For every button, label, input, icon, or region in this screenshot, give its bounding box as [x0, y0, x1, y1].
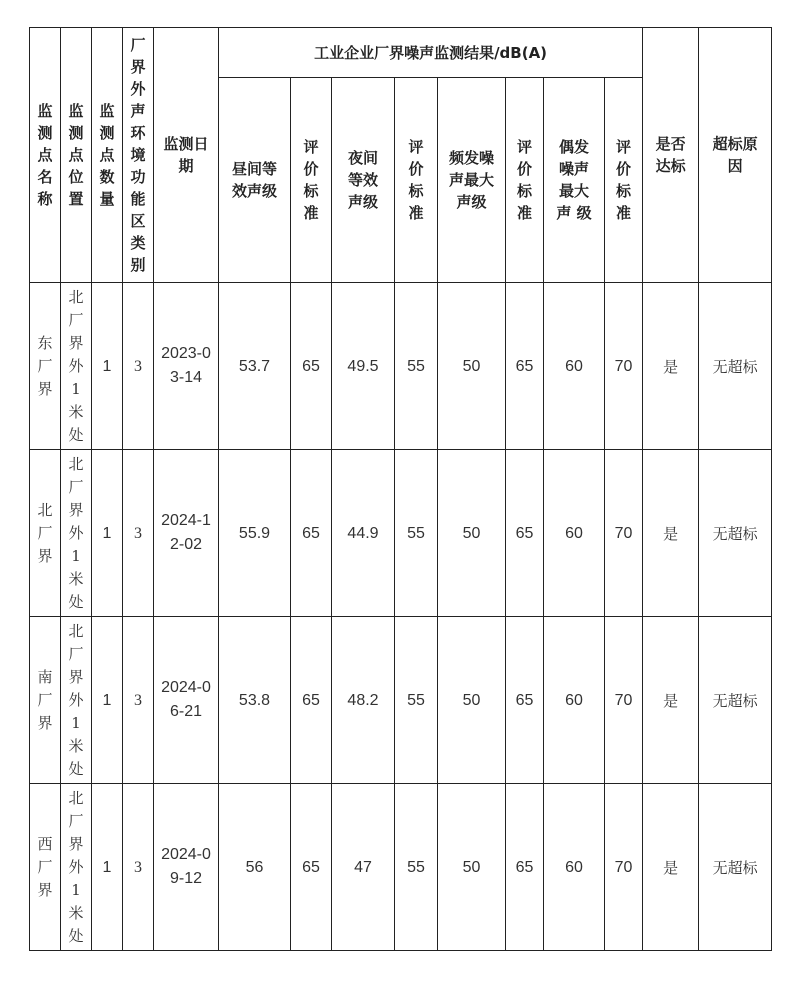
cell-point-location: 北厂界外1米处 [61, 450, 92, 617]
cell-day-level: 53.8 [219, 617, 291, 784]
cell-day-std: 65 [291, 784, 332, 951]
cell-occ-max: 60 [544, 283, 605, 450]
header-compliant: 是否达标 [643, 28, 699, 283]
cell-zone-category: 3 [123, 450, 154, 617]
header-point-count: 监测点数量 [92, 28, 123, 283]
cell-day-std: 65 [291, 617, 332, 784]
table-row [30, 283, 772, 450]
cell-occ-max: 60 [544, 617, 605, 784]
header-exceed-reason: 超标原因 [699, 28, 772, 283]
table-row [30, 450, 772, 617]
cell-monitor-date: 2024-06-21 [154, 617, 219, 784]
cell-freq-std: 65 [506, 450, 544, 617]
header-freq-max: 频发噪声最大声级 [438, 78, 506, 283]
cell-exceed-reason: 无超标 [699, 283, 772, 450]
cell-freq-std: 65 [506, 784, 544, 951]
cell-occ-std: 70 [605, 617, 643, 784]
cell-point-location: 北厂界外1米处 [61, 283, 92, 450]
cell-monitor-date: 2024-09-12 [154, 784, 219, 951]
table-row [30, 617, 772, 784]
cell-freq-max: 50 [438, 283, 506, 450]
cell-point-location: 北厂界外1米处 [61, 784, 92, 951]
cell-monitor-date: 2024-12-02 [154, 450, 219, 617]
noise-monitoring-table [29, 27, 772, 951]
cell-compliant: 是 [643, 283, 699, 450]
cell-occ-std: 70 [605, 283, 643, 450]
cell-day-std: 65 [291, 450, 332, 617]
cell-monitor-date: 2023-03-14 [154, 283, 219, 450]
cell-freq-std: 65 [506, 617, 544, 784]
cell-point-location: 北厂界外1米处 [61, 617, 92, 784]
cell-compliant: 是 [643, 450, 699, 617]
cell-freq-max: 50 [438, 617, 506, 784]
cell-occ-max: 60 [544, 784, 605, 951]
header-group-title: 工业企业厂界噪声监测结果/dB(A) [219, 28, 643, 78]
header-point-name: 监测点名称 [30, 28, 61, 283]
cell-zone-category: 3 [123, 617, 154, 784]
cell-day-level: 55.9 [219, 450, 291, 617]
cell-night-std: 55 [395, 283, 438, 450]
cell-freq-max: 50 [438, 784, 506, 951]
header-occ-std: 评价标准 [605, 78, 643, 283]
cell-night-level: 44.9 [332, 450, 395, 617]
header-day-level: 昼间等效声级 [219, 78, 291, 283]
header-day-std: 评价标准 [291, 78, 332, 283]
header-night-level: 夜间等效声级 [332, 78, 395, 283]
cell-exceed-reason: 无超标 [699, 784, 772, 951]
cell-day-std: 65 [291, 283, 332, 450]
header-occ-max: 偶发噪声最大声 级 [544, 78, 605, 283]
header-zone-category: 厂界外声环境功能区类别 [123, 28, 154, 283]
cell-freq-std: 65 [506, 283, 544, 450]
cell-zone-category: 3 [123, 283, 154, 450]
cell-exceed-reason: 无超标 [699, 617, 772, 784]
cell-point-count: 1 [92, 450, 123, 617]
header-freq-std: 评价标准 [506, 78, 544, 283]
cell-night-std: 55 [395, 450, 438, 617]
cell-night-level: 47 [332, 784, 395, 951]
cell-point-count: 1 [92, 283, 123, 450]
cell-point-count: 1 [92, 784, 123, 951]
table-row [30, 784, 772, 951]
cell-night-level: 49.5 [332, 283, 395, 450]
header-night-std: 评价标准 [395, 78, 438, 283]
cell-point-name: 南厂界 [30, 617, 61, 784]
cell-night-level: 48.2 [332, 617, 395, 784]
cell-day-level: 53.7 [219, 283, 291, 450]
header-point-location: 监测点位置 [61, 28, 92, 283]
header-monitor-date: 监测日期 [154, 28, 219, 283]
cell-point-name: 西厂界 [30, 784, 61, 951]
cell-point-name: 东厂界 [30, 283, 61, 450]
cell-occ-std: 70 [605, 784, 643, 951]
cell-compliant: 是 [643, 784, 699, 951]
cell-compliant: 是 [643, 617, 699, 784]
cell-day-level: 56 [219, 784, 291, 951]
cell-occ-std: 70 [605, 450, 643, 617]
cell-night-std: 55 [395, 784, 438, 951]
cell-freq-max: 50 [438, 450, 506, 617]
cell-exceed-reason: 无超标 [699, 450, 772, 617]
cell-point-name: 北厂界 [30, 450, 61, 617]
cell-occ-max: 60 [544, 450, 605, 617]
cell-zone-category: 3 [123, 784, 154, 951]
cell-night-std: 55 [395, 617, 438, 784]
cell-point-count: 1 [92, 617, 123, 784]
